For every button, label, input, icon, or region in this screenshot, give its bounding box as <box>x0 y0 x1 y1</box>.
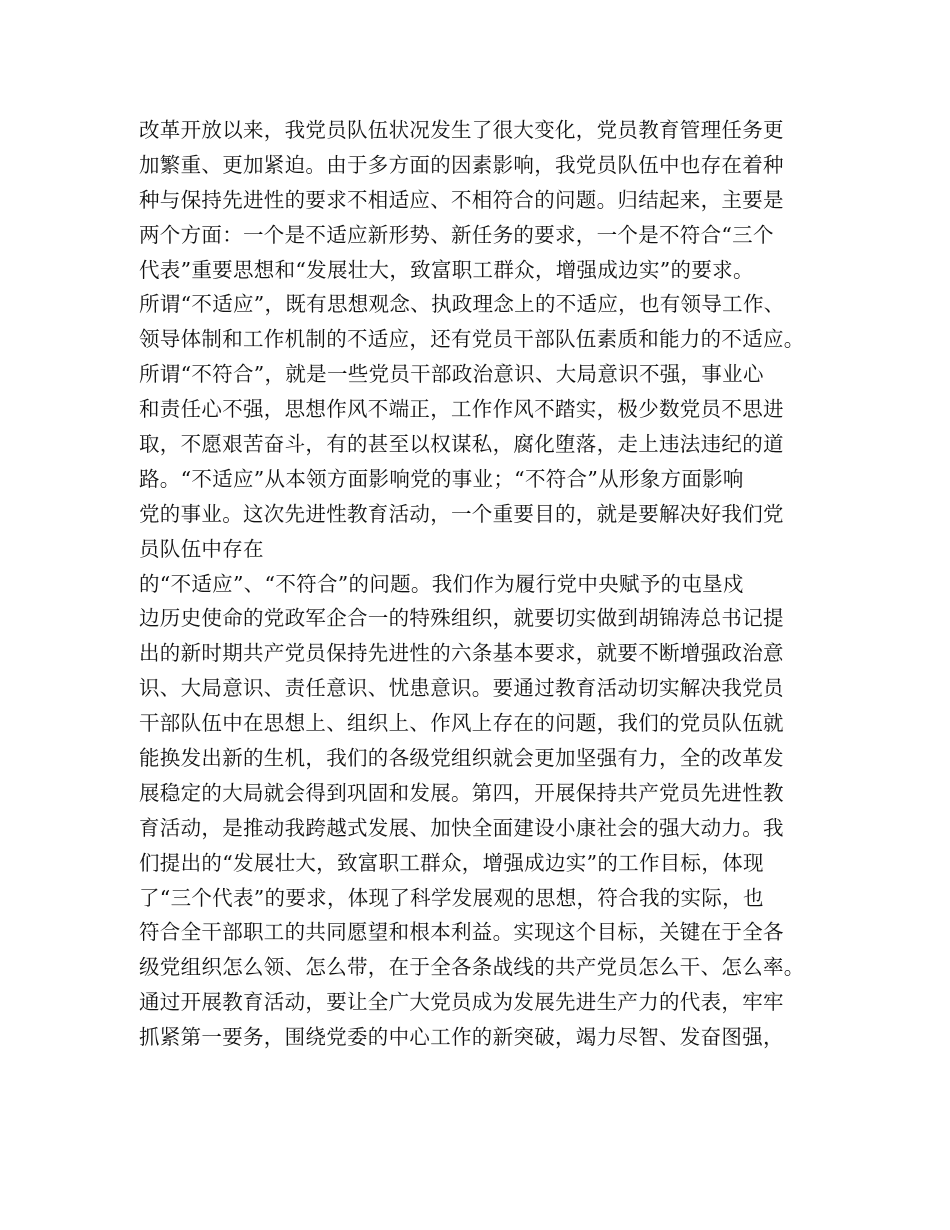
text-line: 能换发出新的生机，我们的各级党组织就会更加坚强有力，全的改革发 <box>139 746 784 771</box>
text-line: 加繁重、更加紧迫。由于多方面的因素影响，我党员队伍中也存在着种 <box>139 152 784 177</box>
text-line: 们提出的“发展壮大，致富职工群众，增强成边实”的工作目标，体现 <box>139 850 764 875</box>
body-text <box>139 113 829 1055</box>
text-line: 符合全干部职工的共同愿望和根本利益。实现这个目标，关键在于全各 <box>139 920 784 945</box>
text-line: 识、大局意识、责任意识、忧患意识。要通过教育活动切实解决我党员 <box>139 676 784 701</box>
text-line: 领导体制和工作机制的不适应，还有党员干部队伍素质和能力的不适应。 <box>139 327 805 352</box>
text-line: 所谓“不适应”，既有思想观念、执政理念上的不适应，也有领导工作、 <box>139 292 785 317</box>
text-line: 取，不愿艰苦奋斗，有的甚至以权谋私，腐化堕落，走上违法违纪的道 <box>139 432 784 457</box>
text-line: 改革开放以来，我党员队伍状况发生了很大变化，党员教育管理任务更 <box>139 118 784 142</box>
text-line: 展稳定的大局就会得到巩固和发展。第四，开展保持共产党员先进性教 <box>139 780 784 805</box>
text-line: 路。“不适应”从本领方面影响党的事业；“不符合”从形象方面影响 <box>139 466 744 491</box>
text-line: 代表”重要思想和“发展壮大，致富职工群众，增强成边实”的要求。 <box>139 257 754 282</box>
text-line: 的“不适应”、“不符合”的问题。我们作为履行党中央赋予的屯垦戍 <box>139 571 744 596</box>
text-line: 干部队伍中在思想上、组织上、作风上存在的问题，我们的党员队伍就 <box>139 711 784 736</box>
text-line: 通过开展教育活动，要让全广大党员成为发展先进生产力的代表，牢牢 <box>139 990 784 1015</box>
text-line: 和责任心不强，思想作风不端正，工作作风不踏实，极少数党员不思进 <box>139 397 784 422</box>
text-line: 边历史使命的党政军企合一的特殊组织，就要切实做到胡锦涛总书记提 <box>139 606 784 631</box>
text-line: 所谓“不符合”，就是一些党员干部政治意识、大局意识不强，事业心 <box>139 362 764 387</box>
text-line: 员队伍中存在 <box>139 536 264 561</box>
text-line: 抓紧第一要务，围绕党委的中心工作的新突破，竭力尽智、发奋图强， <box>139 1025 784 1050</box>
text-line: 两个方面：一个是不适应新形势、新任务的要求，一个是不符合“三个 <box>139 222 774 247</box>
text-line: 育活动，是推动我跨越式发展、加快全面建设小康社会的强大动力。我 <box>139 815 784 840</box>
text-line: 党的事业。这次先进性教育活动，一个重要目的，就是要解决好我们党 <box>139 501 784 526</box>
text-line: 出的新时期共产党员保持先进性的六条基本要求，就要不断增强政治意 <box>139 641 784 666</box>
text-line: 了“三个代表”的要求，体现了科学发展观的思想，符合我的实际，也 <box>139 885 764 910</box>
text-line: 级党组织怎么领、怎么带，在于全各条战线的共产党员怎么干、怎么率。 <box>139 955 805 980</box>
text-line: 种与保持先进性的要求不相适应、不相符合的问题。归结起来，主要是 <box>139 187 784 212</box>
